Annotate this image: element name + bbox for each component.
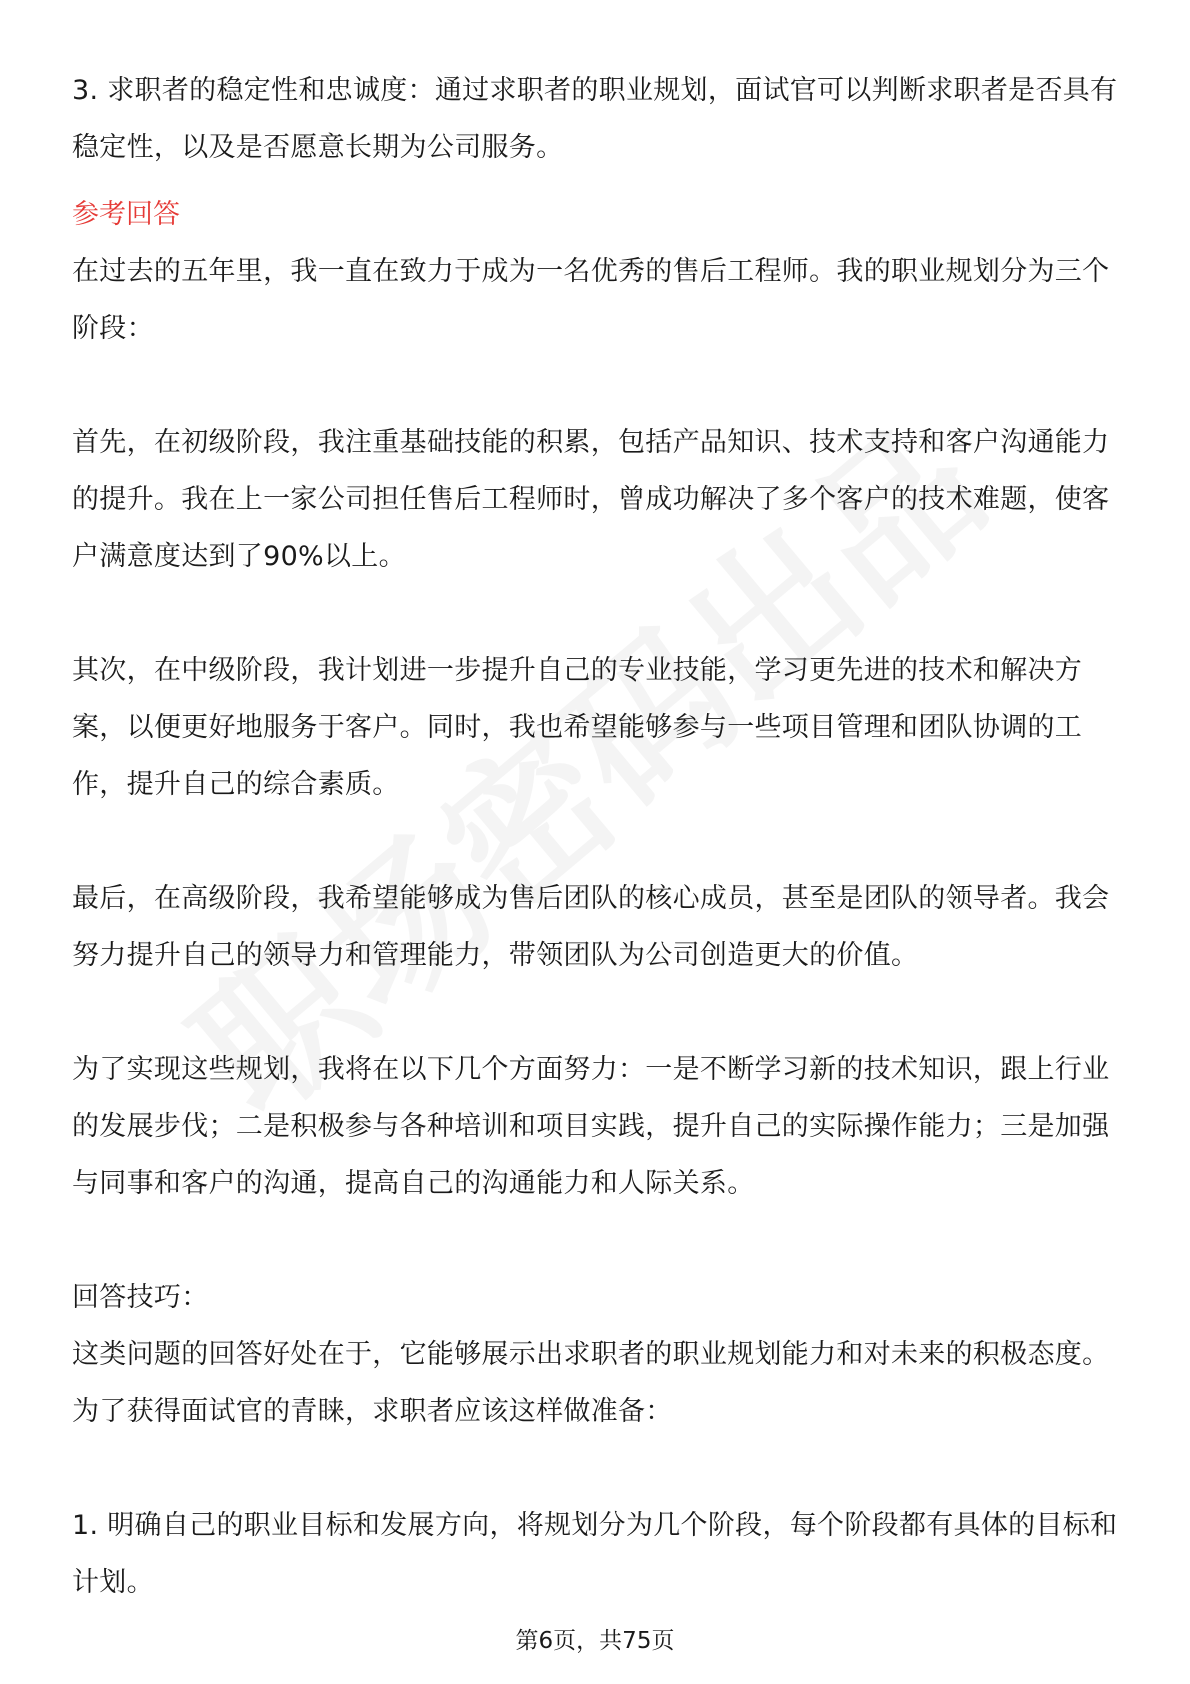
paragraph-tip-1: 1. 明确自己的职业目标和发展方向，将规划分为几个阶段，每个阶段都有具体的目标和计划。 xyxy=(72,1510,1118,1598)
paragraph-middle-stage: 其次，在中级阶段，我计划进一步提升自己的专业技能，学习更先进的技术和解决方案，以便更好地服务于客户。同时，我也希望能够参与一些项目管理和团队协调的工作，提升自己的综合素质。 xyxy=(72,655,1083,800)
paragraph-stability: 3. 求职者的稳定性和忠诚度：通过求职者的职业规划，面试官可以判断求职者是否具有稳定性，以及是否愿意长期为公司服务。 xyxy=(72,75,1118,163)
spacer xyxy=(72,813,1118,870)
reference-answer-heading: 参考回答 xyxy=(72,199,180,230)
spacer xyxy=(72,357,1118,414)
spacer xyxy=(72,585,1118,642)
paragraph-intro: 在过去的五年里，我一直在致力于成为一名优秀的售后工程师。我的职业规划分为三个阶段： xyxy=(72,256,1110,344)
spacer xyxy=(72,1212,1118,1269)
paragraph-efforts: 为了实现这些规划，我将在以下几个方面努力：一是不断学习新的技术知识，跟上行业的发展步伐；二是积极参与各种培训和项目实践，提升自己的实际操作能力；三是加强与同事和客户的沟通，提高自己的沟通能力和人际关系。 xyxy=(72,1054,1110,1199)
paragraph-tips: 这类问题的回答好处在于，它能够展示出求职者的职业规划能力和对未来的积极态度。为了获得面试官的青睐，求职者应该这样做准备： xyxy=(72,1339,1110,1427)
page-number-footer: 第6页，共75页 xyxy=(515,1628,675,1654)
spacer xyxy=(72,984,1118,1041)
paragraph-senior-stage: 最后，在高级阶段，我希望能够成为售后团队的核心成员，甚至是团队的领导者。我会努力提升自己的领导力和管理能力，带领团队为公司创造更大的价值。 xyxy=(72,883,1110,971)
document-page xyxy=(72,62,1118,1611)
tips-heading: 回答技巧： xyxy=(72,1282,209,1313)
spacer xyxy=(72,1440,1118,1497)
paragraph-junior-stage: 首先，在初级阶段，我注重基础技能的积累，包括产品知识、技术支持和客户沟通能力的提升。我在上一家公司担任售后工程师时，曾成功解决了多个客户的技术难题，使客户满意度达到了90%以上。 xyxy=(72,427,1110,572)
